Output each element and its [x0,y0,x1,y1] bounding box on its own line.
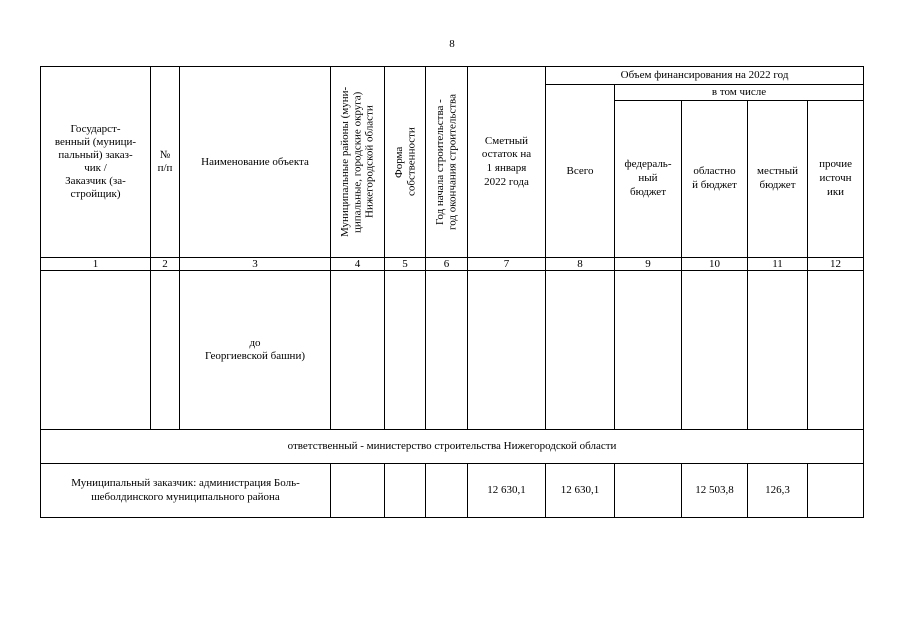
summary-estimate-balance: 12 630,1 [468,464,546,518]
summary-federal [615,464,682,518]
header-total: Всего [546,85,615,258]
header-years: Год начала строительства - год окончания строительства [426,67,468,258]
header-item-no: № п/п [151,67,180,258]
summary-row [41,464,864,518]
column-number: 5 [385,258,426,271]
cell [808,271,864,430]
header-regional: областно й бюджет [682,101,748,258]
cell [615,271,682,430]
column-number: 8 [546,258,615,271]
cell [151,271,180,430]
cell [426,464,468,518]
column-number: 7 [468,258,546,271]
cell [748,271,808,430]
summary-local: 126,3 [748,464,808,518]
column-number: 1 [41,258,151,271]
header-federal: федераль- ный бюджет [615,101,682,258]
section-row [41,430,864,464]
column-number: 12 [808,258,864,271]
header-object-name: Наименование объекта [180,67,331,258]
summary-regional: 12 503,8 [682,464,748,518]
cell [426,271,468,430]
column-number: 3 [180,258,331,271]
cell [331,464,385,518]
cell [385,271,426,430]
column-number: 9 [615,258,682,271]
column-number: 2 [151,258,180,271]
cell [385,464,426,518]
column-number: 6 [426,258,468,271]
header-local: местный бюджет [748,101,808,258]
cell [546,271,615,430]
header-other: прочие источн ики [808,101,864,258]
column-number: 4 [331,258,385,271]
summary-other [808,464,864,518]
header-including: в том числе [615,85,864,101]
financing-table [40,66,864,518]
column-numbers-row [41,258,864,271]
summary-customer: Муниципальный заказчик: администрация Боль- шеболдинского муниципального района [41,464,331,518]
page-number: 8 [449,38,455,50]
header-funding-2022: Объем финансирования на 2022 год [546,67,864,85]
cell [682,271,748,430]
column-number: 10 [682,258,748,271]
header-ownership: Форма собственности [385,67,426,258]
column-number: 11 [748,258,808,271]
cell [41,271,151,430]
cell [331,271,385,430]
summary-total: 12 630,1 [546,464,615,518]
header-municipality: Муниципальные районы (муни- ципальные, городские округа) Нижегородской области [331,67,385,258]
cell [468,271,546,430]
continuation-row [41,271,864,430]
section-title: ответственный - министерство строительства Нижегородской области [41,430,864,464]
object-name-continuation: до Георгиевской башни) [180,271,331,430]
header-customer: Государст- венный (муници- пальный) заказ- чик / Заказчик (за- стройщик) [41,67,151,258]
header-estimate-balance: Сметный остаток на 1 января 2022 года [468,67,546,258]
